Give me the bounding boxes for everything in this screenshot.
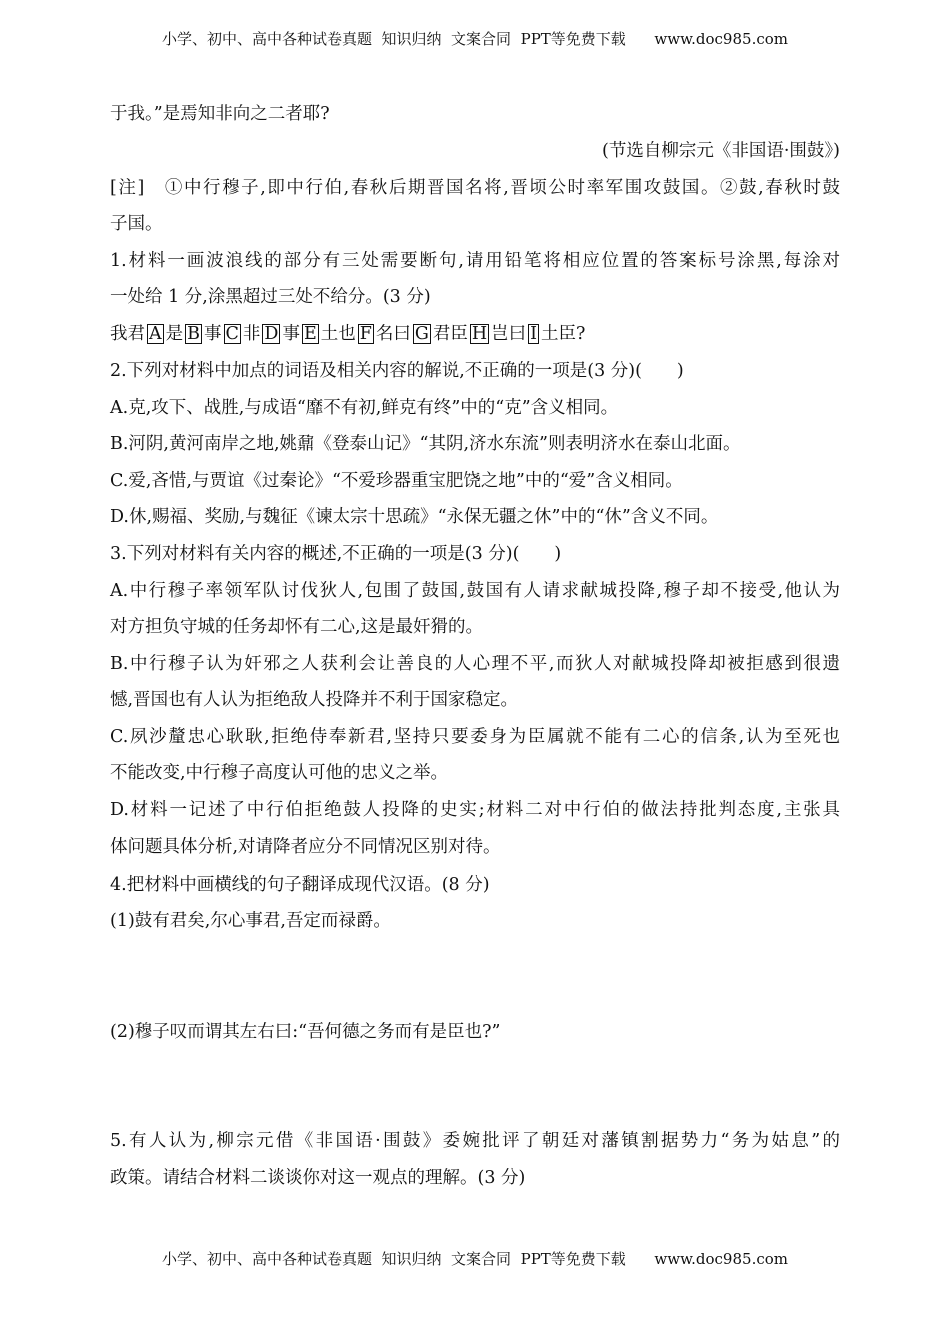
text-line: B.河阴,黄河南岸之地,姚鼐《登泰山记》“其阴,济水东流”则表明济水在泰山北面。 [110,434,741,454]
text-line: 4.把材料中画横线的句子翻译成现代汉语。(8 分) [110,875,490,895]
text-line: D.休,赐福、奖励,与魏征《谏太宗十思疏》“永保无疆之休”中的“休”含义不同。 [110,507,719,527]
sentence-fragment: 名曰 [375,324,411,344]
text-line: 对方担负守城的任务却怀有二心,这是最奸猾的。 [110,617,484,637]
text-line: 2.下列对材料中加点的词语及相关内容的解说,不正确的一项是(3 分)( ) [110,361,684,381]
text-line: 于我。”是焉知非向之二者耶? [110,104,330,124]
answer-option-box[interactable]: D [264,324,279,344]
text-line: 3.下列对材料有关内容的概述,不正确的一项是(3 分)( ) [110,544,562,564]
text-line: 憾,晋国也有人认为拒绝敌人投降并不利于国家稳定。 [110,690,519,710]
text-line: [注] ①中行穆子,即中行伯,春秋后期晋国名将,晋顷公时率军围攻鼓国。②鼓,春秋时鼓 [110,178,840,198]
text-line: 体问题具体分析,对请降者应分不同情况区别对待。 [110,837,501,857]
page-header: 小学、初中、高中各种试卷真题 知识归纳 文案合同 PPT等免费下载 www.doc985.com [161,30,788,48]
sentence-fragment: 岂曰 [491,324,527,344]
text-line: (2)穆子叹而谓其左右曰:“吾何德之务而有是臣也?” [110,1022,501,1042]
text-line: C.夙沙釐忠心耿耿,拒绝侍奉新君,坚持只要委身为臣属就不能有二心的信条,认为至死也 [110,727,840,747]
answer-option-box[interactable]: I [530,324,538,344]
text-line: (节选自柳宗元《非国语·围鼓》) [602,141,840,161]
text-line: 1.材料一画波浪线的部分有三处需要断句,请用铅笔将相应位置的答案标号涂黑,每涂对 [110,251,840,271]
text-line: D.材料一记述了中行伯拒绝鼓人投降的史实;材料二对中行伯的做法持批判态度,主张具 [110,800,840,820]
sentence-fragment: 君臣 [432,324,468,344]
text-line: 政策。请结合材料二谈谈你对这一观点的理解。(3 分) [110,1168,526,1188]
answer-option-box[interactable]: A [149,324,162,344]
text-line: 5.有人认为,柳宗元借《非国语·围鼓》委婉批评了朝廷对藩镇割据势力“务为姑息”的 [110,1131,840,1151]
sentence-fragment: 事 [282,324,300,344]
sentence-fragment: 非 [242,324,261,344]
page-footer: 小学、初中、高中各种试卷真题 知识归纳 文案合同 PPT等免费下载 www.doc985.com [161,1250,788,1268]
sentence-fragment: 是 [165,324,184,344]
punctuation-options-line [110,323,840,345]
answer-option-box[interactable]: B [187,324,201,344]
text-line: 子国。 [110,214,163,234]
text-line: (1)鼓有君矣,尔心事君,吾定而禄爵。 [110,911,391,931]
answer-option-box[interactable]: G [414,324,429,344]
sentence-fragment: 事 [204,324,222,344]
text-line: C.爱,吝惜,与贾谊《过秦论》“不爱珍器重宝肥饶之地”中的“爱”含义相同。 [110,471,683,491]
text-line: B.中行穆子认为奸邪之人获利会让善良的人心理不平,而狄人对献城投降却被拒感到很遗 [110,654,840,674]
text-line: A.克,攻下、战胜,与成语“靡不有初,鲜克有终”中的“克”含义相同。 [110,398,619,418]
text-line: 一处给 1 分,涂黑超过三处不给分。(3 分) [110,287,431,307]
answer-option-box[interactable]: E [303,324,317,344]
sentence-fragment: 土臣? [541,324,586,344]
text-line: A.中行穆子率领军队讨伐狄人,包围了鼓国,鼓国有人请求献城投降,穆子却不接受,他认为 [110,581,840,601]
answer-option-box[interactable]: H [471,324,488,344]
sentence-fragment: 土也 [320,324,356,344]
text-line: 不能改变,中行穆子高度认可他的忠义之举。 [110,763,449,783]
answer-option-box[interactable]: F [359,324,372,344]
sentence-fragment: 我君 [110,324,145,344]
answer-option-box[interactable]: C [225,324,239,344]
